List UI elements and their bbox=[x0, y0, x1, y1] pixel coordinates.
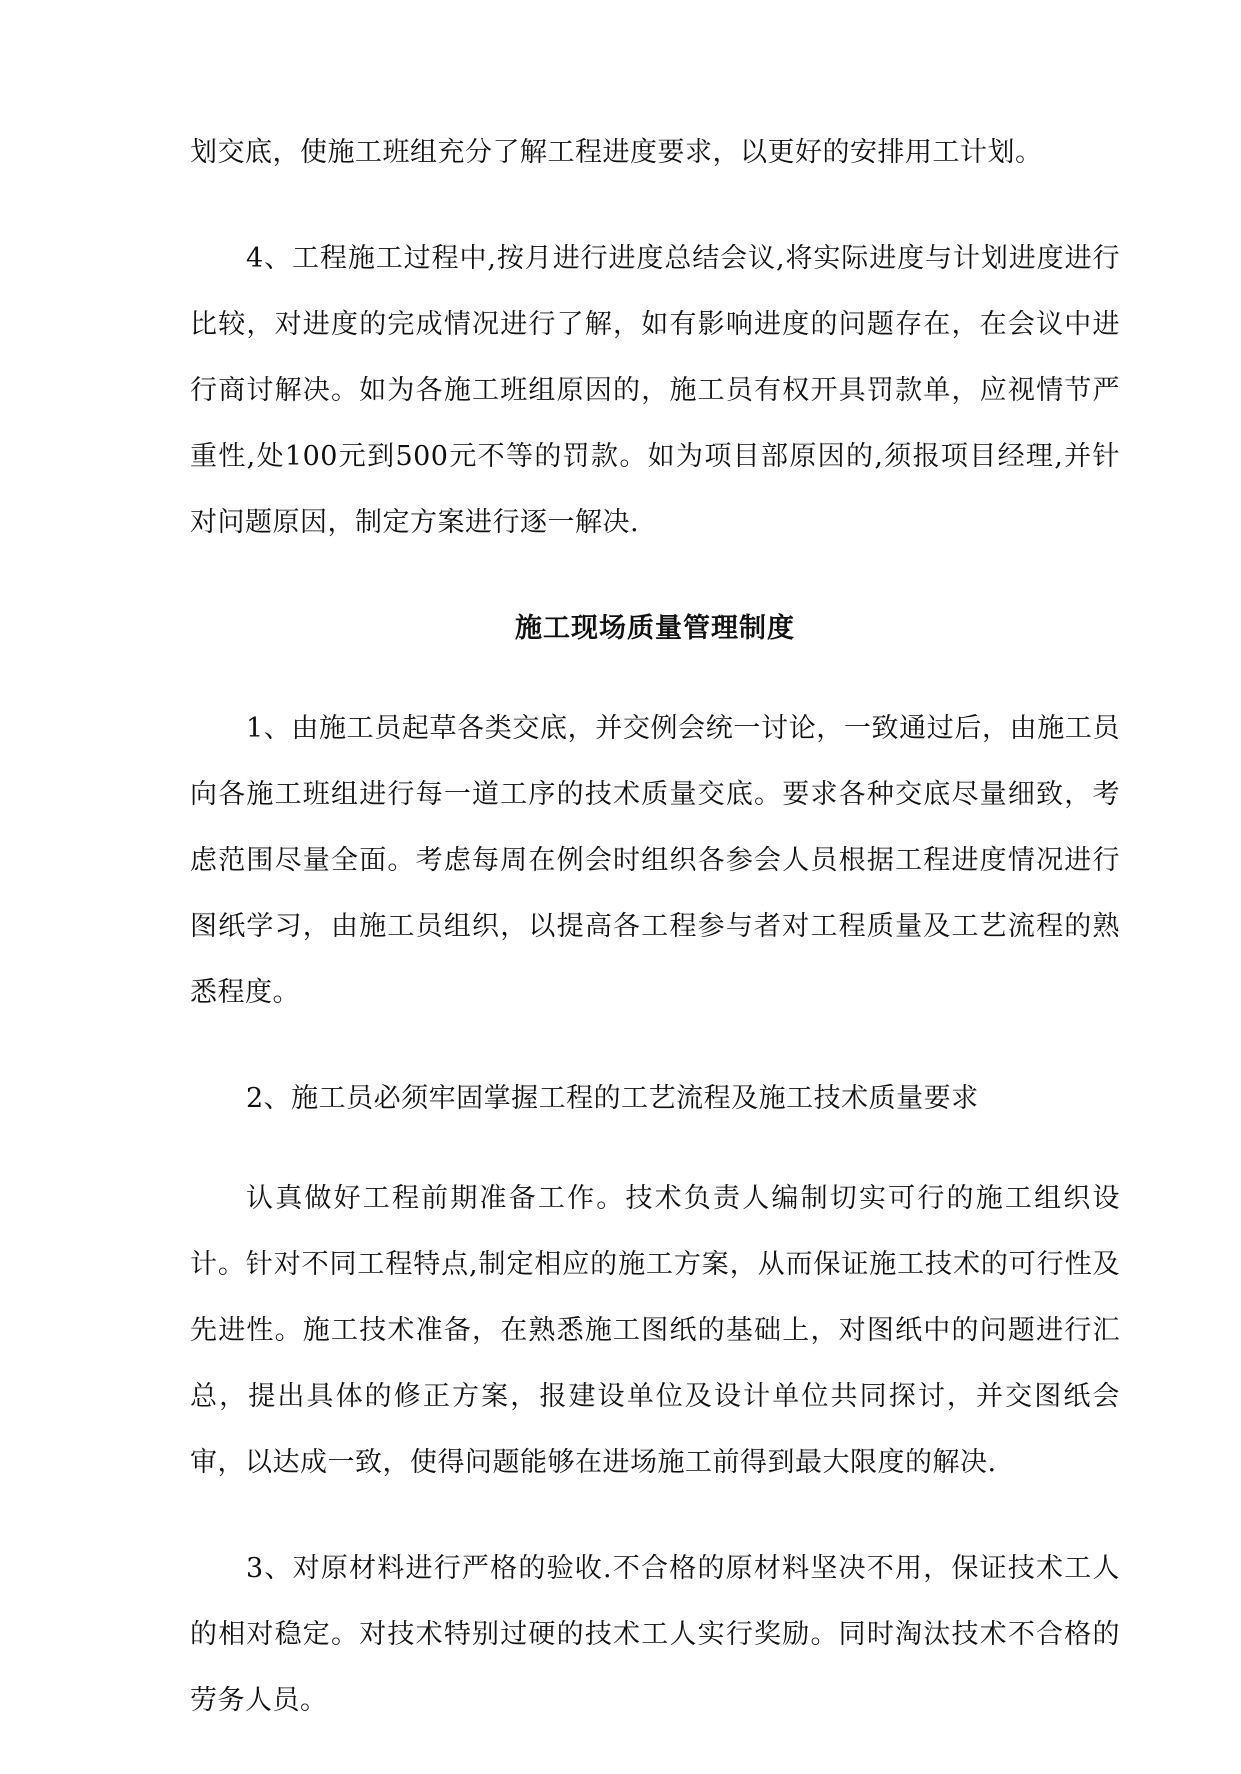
document-page bbox=[190, 120, 1120, 1774]
quality-item-3: 3、对原材料进行严格的验收.不合格的原材料坚决不用，保证技术工人的相对稳定。对技术特别过硬的技术工人实行奖励。同时淘汰技术不合格的劳务人员。 bbox=[190, 1553, 1120, 1716]
quality-item-2: 2、施工员必须牢固掌握工程的工艺流程及施工技术质量要求 bbox=[246, 1083, 979, 1114]
progress-item-4: 4、工程施工过程中,按月进行进度总结会议,将实际进度与计划进度进行比较，对进度的完成情况进行了解，如有影响进度的问题存在，在会议中进行商讨解决。如为各施工班组原因的，施工员有权开具罚款单，应视情节严重性,处100元到500元不等的罚款。如为项目部原因的,须报项目经理,并针对问题原因，制定方案进行逐一解决. bbox=[190, 243, 1120, 538]
section-title: 施工现场质量管理制度 bbox=[515, 613, 795, 644]
quality-item-1: 1、由施工员起草各类交底，并交例会统一讨论，一致通过后，由施工员向各施工班组进行每一道工序的技术质量交底。要求各种交底尽量细致，考虑范围尽量全面。考虑每周在例会时组织各参会人员根据工程进度情况进行图纸学习，由施工员组织，以提高各工程参与者对工程质量及工艺流程的熟悉程度。 bbox=[190, 713, 1120, 1008]
quality-item-2-detail: 认真做好工程前期准备工作。技术负责人编制切实可行的施工组织设计。针对不同工程特点,制定相应的施工方案，从而保证施工技术的可行性及先进性。施工技术准备，在熟悉施工图纸的基础上，对图纸中的问题进行汇总，提出具体的修正方案，报建设单位及设计单位共同探讨，并交图纸会审，以达成一致，使得问题能够在进场施工前得到最大限度的解决. bbox=[190, 1183, 1120, 1478]
intro-paragraph: 划交底，使施工班组充分了解工程进度要求，以更好的安排用工计划。 bbox=[190, 137, 1043, 168]
